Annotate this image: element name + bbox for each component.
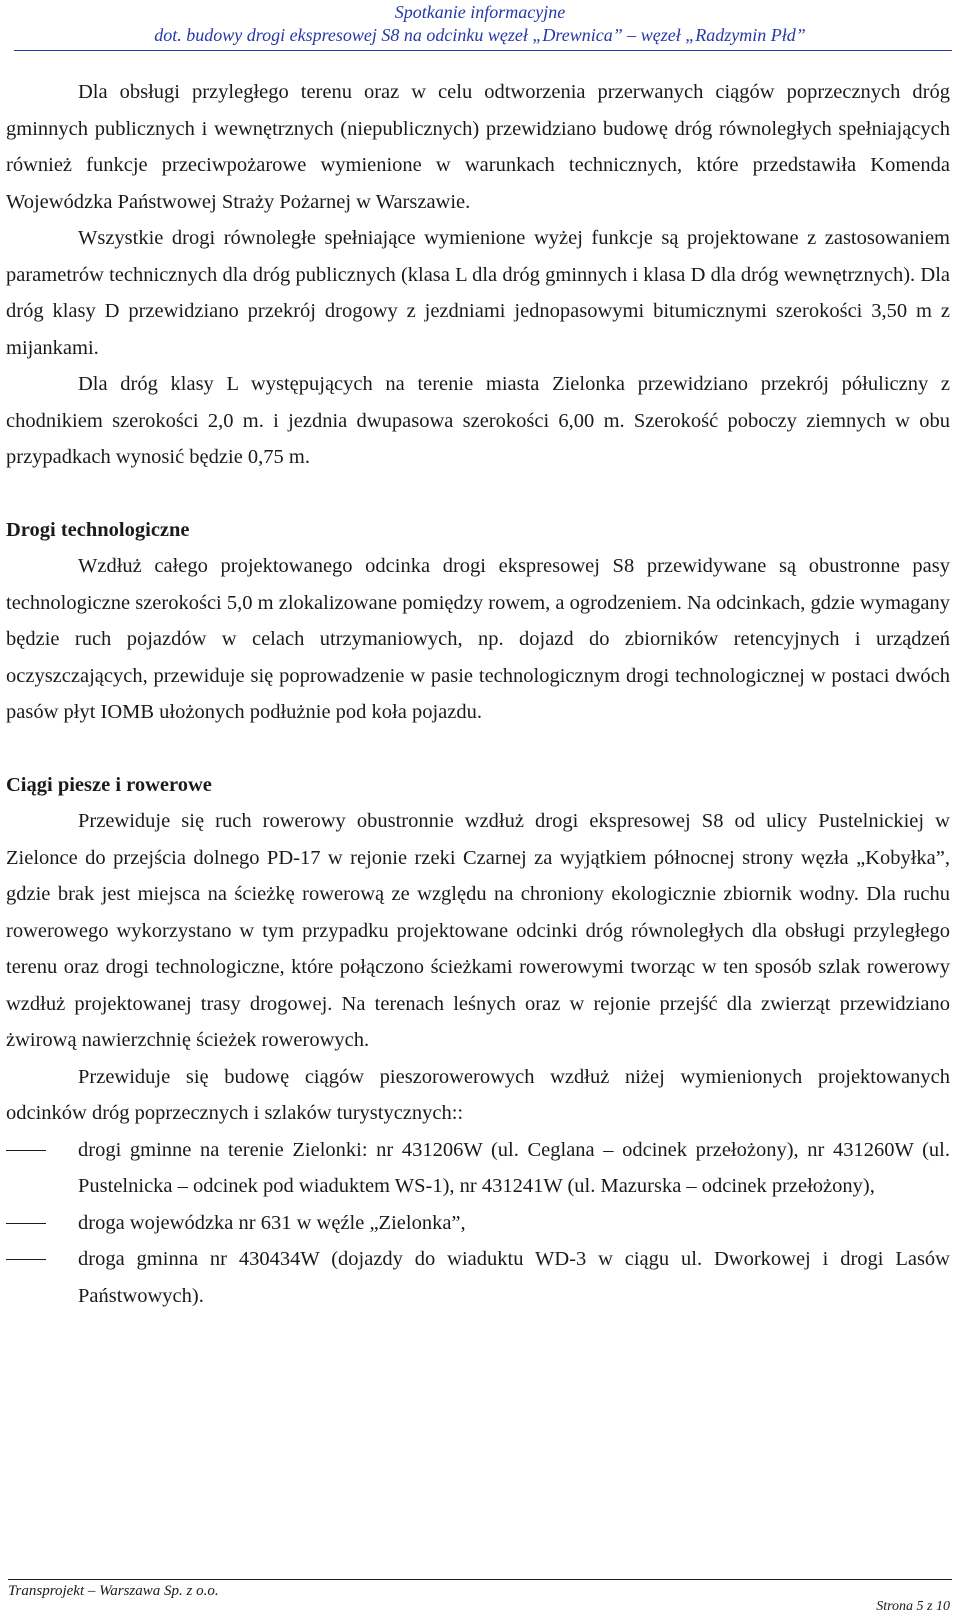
document-body (6, 74, 950, 1314)
page-number: Strona 5 z 10 (876, 1599, 950, 1614)
list-item: drogi gminne na terenie Zielonki: nr 431206W (ul. Ceglana – odcinek przełożony), nr 431260W (ul. Pustelnicka – odcinek pod wiaduktem WS-1), nr 431241W (ul. Mazurska – odcinek przełożony), (78, 1138, 950, 1197)
list-item: droga wojewódzka nr 631 w węźle „Zielonka”, (78, 1211, 466, 1234)
paragraph-bike-2: Przewiduje się budowę ciągów pieszorowerowych wzdłuż niżej wymienionych projektowanych odcinków dróg poprzecznych i szlaków turystycznych:: (6, 1065, 950, 1124)
header-title: Spotkanie informacyjne (394, 2, 566, 22)
section-heading-bike: Ciągi piesze i rowerowe (6, 773, 212, 796)
paragraph-tech: Wzdłuż całego projektowanego odcinka drogi ekspresowej S8 przewidywane są obustronne pasy technologiczne szerokości 5,0 m zlokalizowane pomiędzy rowem, a ogrodzeniem. Na odcinkach, gdzie wymagany będzie ruch pojazdów w celach utrzymaniowych, np. dojazd do zbiorników retencyjnych i urządzeń oczyszczających, przewiduje się poprowadzenie w pasie technologicznym drogi technologicznej w postaci dwóch pasów płyt IOMB ułożonych podłużnie pod koła pojazdu. (6, 555, 950, 723)
paragraph-intro: Dla obsługi przyległego terenu oraz w celu odtworzenia przerwanych ciągów poprzecznych dróg gminnych publicznych i wewnętrznych (niepublicznych) przewidziano budowę dróg równoległych spełniających również funkcje przeciwpożarowe wymienione w warunkach technicznych, które przedstawiła Komenda Wojewódzka Państwowej Straży Pożarnej w Warszawie. (6, 81, 950, 213)
section-heading-tech: Drogi technologiczne (6, 518, 190, 541)
list-item: droga gminna nr 430434W (dojazdy do wiaduktu WD-3 w ciągu ul. Dworkowej i drogi Lasów Państwowych). (78, 1248, 950, 1307)
footer-company: Transprojekt – Warszawa Sp. z o.o. (8, 1583, 219, 1599)
road-list (6, 1132, 950, 1315)
header-subtitle: dot. budowy drogi ekspresowej S8 na odcinku węzeł „Drewnica” – węzeł „Radzymin Płd” (154, 25, 806, 45)
header-divider (14, 50, 952, 51)
paragraph-road-params: Wszystkie drogi równoległe spełniające wymienione wyżej funkcje są projektowane z zastosowaniem parametrów technicznych dla dróg publicznych (klasa L dla dróg gminnych i klasa D dla dróg wewnętrznych). Dla dróg klasy D przewidziano przekrój drogowy z jezdniami jednopasowymi bitumicznymi szerokości 3,50 m z mijankami. (6, 227, 950, 359)
paragraph-class-l: Dla dróg klasy L występujących na terenie miasta Zielonka przewidziano przekrój półuliczny z chodnikiem szerokości 2,0 m. i jezdnia dwupasowa szerokości 6,00 m. Szerokość poboczy ziemnych w obu przypadkach wynosić będzie 0,75 m. (6, 373, 950, 468)
footer-divider (8, 1579, 952, 1580)
paragraph-bike-1: Przewiduje się ruch rowerowy obustronnie wzdłuż drogi ekspresowej S8 od ulicy Pustelnickiej w Zielonce do przejścia dolnego PD-17 w rejonie rzeki Czarnej za wyjątkiem północnej strony węzła „Kobyłka”, gdzie brak jest miejsca na ścieżkę rowerową ze względu na chroniony ekologicznie zbiornik wodny. Dla ruchu rowerowego wykorzystano w tym przypadku projektowane odcinki dróg równoległych dla obsługi przyległego terenu oraz drogi technologiczne, które połączono ścieżkami rowerowymi tworząc w ten sposób szlak rowerowy wzdłuż projektowanej trasy drogowej. Na terenach leśnych oraz w rejonie przejść dla zwierząt przewidziano żwirową nawierzchnię ścieżek rowerowych. (6, 810, 950, 1051)
